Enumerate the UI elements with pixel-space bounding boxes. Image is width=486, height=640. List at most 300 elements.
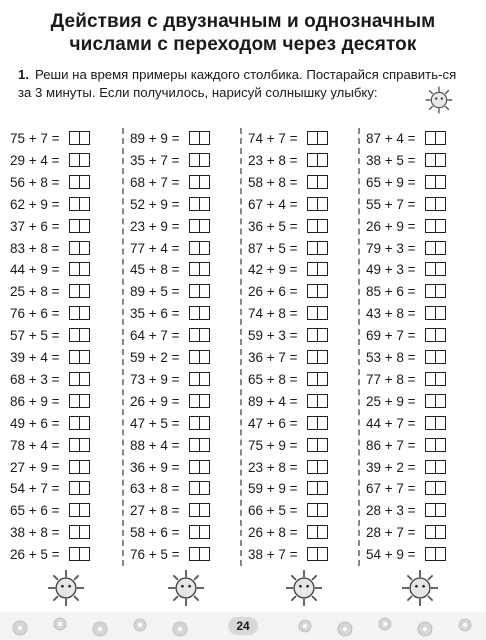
example-expression: 58 + 8 = [248,174,298,190]
answer-box[interactable] [425,262,446,276]
answer-cell[interactable] [79,329,89,341]
example-expression: 26 + 6 = [248,283,298,299]
answer-cell[interactable] [199,526,209,538]
answer-box[interactable] [189,219,210,233]
answer-cell[interactable] [308,132,317,144]
answer-cell[interactable] [79,461,89,473]
answer-cell[interactable] [199,176,209,188]
example-row [248,522,328,542]
answer-cell[interactable] [435,198,445,210]
answer-cell[interactable] [308,329,317,341]
answer-box[interactable] [69,197,90,211]
answer-cell[interactable] [190,482,199,494]
answer-cell[interactable] [435,504,445,516]
answer-box[interactable] [69,394,90,408]
answer-cell[interactable] [70,220,79,232]
answer-cell[interactable] [190,504,199,516]
answer-cell[interactable] [308,482,317,494]
answer-cell[interactable] [70,307,79,319]
answer-cell[interactable] [79,220,89,232]
answer-cell[interactable] [317,417,327,429]
answer-cell[interactable] [317,307,327,319]
answer-cell[interactable] [317,395,327,407]
answer-cell[interactable] [79,373,89,385]
answer-cell[interactable] [308,504,317,516]
task-text: Реши на время примеры каждого столбика. Постарайся справить-ся за 3 минуты. Если получилось, нарисуй солнышку улыбку: [18,67,457,100]
answer-cell[interactable] [317,263,327,275]
answer-box[interactable] [307,197,328,211]
answer-box[interactable] [425,241,446,255]
task-number: 1. [18,67,29,82]
answer-box[interactable] [189,416,210,430]
answer-cell[interactable] [199,351,209,363]
answer-cell[interactable] [190,548,199,560]
answer-box[interactable] [307,328,328,342]
answer-box[interactable] [189,241,210,255]
answer-cell[interactable] [79,154,89,166]
answer-cell[interactable] [70,504,79,516]
answer-box[interactable] [307,372,328,386]
answer-cell[interactable] [317,154,327,166]
answer-cell[interactable] [426,526,435,538]
answer-box[interactable] [307,394,328,408]
example-expression: 26 + 8 = [248,524,298,540]
answer-cell[interactable] [199,439,209,451]
answer-box[interactable] [69,306,90,320]
answer-cell[interactable] [70,461,79,473]
answer-box[interactable] [425,284,446,298]
answer-cell[interactable] [70,351,79,363]
example-row [248,281,328,301]
answer-box[interactable] [307,481,328,495]
answer-box[interactable] [69,438,90,452]
answer-cell[interactable] [190,285,199,297]
answer-box[interactable] [189,525,210,539]
example-expression: 23 + 8 = [248,152,298,168]
answer-cell[interactable] [426,461,435,473]
answer-cell[interactable] [79,242,89,254]
answer-cell[interactable] [79,504,89,516]
answer-box[interactable] [69,284,90,298]
answer-cell[interactable] [426,351,435,363]
answer-cell[interactable] [435,439,445,451]
answer-box[interactable] [307,262,328,276]
answer-cell[interactable] [199,132,209,144]
answer-cell[interactable] [190,526,199,538]
example-expression: 53 + 8 = [366,349,416,365]
answer-cell[interactable] [426,548,435,560]
answer-box[interactable] [425,503,446,517]
answer-box[interactable] [425,460,446,474]
answer-cell[interactable] [317,461,327,473]
answer-cell[interactable] [308,373,317,385]
answer-cell[interactable] [70,285,79,297]
answer-cell[interactable] [79,307,89,319]
answer-cell[interactable] [70,242,79,254]
answer-cell[interactable] [308,263,317,275]
answer-box[interactable] [189,328,210,342]
answer-cell[interactable] [199,461,209,473]
answer-cell[interactable] [426,395,435,407]
answer-box[interactable] [307,175,328,189]
answer-cell[interactable] [199,482,209,494]
answer-cell[interactable] [70,439,79,451]
answer-box[interactable] [69,416,90,430]
answer-cell[interactable] [190,220,199,232]
answer-cell[interactable] [190,176,199,188]
example-expression: 54 + 7 = [10,480,60,496]
answer-box[interactable] [307,131,328,145]
answer-box[interactable] [425,394,446,408]
answer-box[interactable] [425,547,446,561]
answer-box[interactable] [307,306,328,320]
answer-box[interactable] [307,460,328,474]
answer-cell[interactable] [435,176,445,188]
example-expression: 75 + 9 = [248,437,298,453]
answer-box[interactable] [69,372,90,386]
answer-cell[interactable] [79,198,89,210]
answer-box[interactable] [425,372,446,386]
answer-cell[interactable] [199,198,209,210]
answer-cell[interactable] [435,482,445,494]
answer-cell[interactable] [435,132,445,144]
example-row [130,522,210,542]
answer-box[interactable] [307,241,328,255]
example-expression: 26 + 5 = [10,546,60,562]
answer-cell[interactable] [190,417,199,429]
answer-cell[interactable] [426,417,435,429]
answer-cell[interactable] [308,351,317,363]
answer-box[interactable] [425,525,446,539]
example-expression: 44 + 9 = [10,261,60,277]
answer-box[interactable] [69,262,90,276]
answer-box[interactable] [69,350,90,364]
answer-cell[interactable] [435,395,445,407]
answer-cell[interactable] [317,548,327,560]
answer-box[interactable] [189,175,210,189]
answer-box[interactable] [189,262,210,276]
answer-cell[interactable] [317,329,327,341]
answer-cell[interactable] [308,220,317,232]
example-row [10,128,90,148]
answer-cell[interactable] [308,242,317,254]
answer-cell[interactable] [426,154,435,166]
answer-cell[interactable] [308,395,317,407]
answer-cell[interactable] [199,242,209,254]
answer-cell[interactable] [190,198,199,210]
example-expression: 85 + 6 = [366,283,416,299]
answer-box[interactable] [69,460,90,474]
answer-cell[interactable] [435,417,445,429]
example-expression: 52 + 9 = [130,196,180,212]
answer-box[interactable] [425,306,446,320]
example-row [366,413,446,433]
answer-cell[interactable] [190,242,199,254]
answer-cell[interactable] [190,439,199,451]
answer-box[interactable] [189,131,210,145]
answer-cell[interactable] [70,417,79,429]
answer-box[interactable] [307,416,328,430]
answer-box[interactable] [189,153,210,167]
answer-cell[interactable] [190,351,199,363]
answer-box[interactable] [69,241,90,255]
answer-cell[interactable] [79,132,89,144]
answer-cell[interactable] [317,351,327,363]
example-row [366,150,446,170]
answer-cell[interactable] [199,307,209,319]
answer-cell[interactable] [79,439,89,451]
answer-cell[interactable] [79,351,89,363]
answer-box[interactable] [307,547,328,561]
example-row [366,259,446,279]
answer-box[interactable] [189,438,210,452]
answer-cell[interactable] [426,263,435,275]
answer-cell[interactable] [190,461,199,473]
example-expression: 65 + 8 = [248,371,298,387]
column-separator [358,128,360,566]
answer-box[interactable] [425,481,446,495]
answer-cell[interactable] [426,439,435,451]
answer-box[interactable] [307,438,328,452]
example-expression: 35 + 6 = [130,305,180,321]
answer-box[interactable] [425,416,446,430]
answer-cell[interactable] [70,329,79,341]
answer-box[interactable] [69,131,90,145]
answer-cell[interactable] [199,285,209,297]
example-expression: 77 + 8 = [366,371,416,387]
answer-cell[interactable] [70,526,79,538]
answer-box[interactable] [69,153,90,167]
answer-box[interactable] [425,153,446,167]
answer-cell[interactable] [308,176,317,188]
answer-cell[interactable] [317,526,327,538]
answer-cell[interactable] [435,526,445,538]
answer-box[interactable] [189,481,210,495]
page-number: 24 [228,617,258,635]
sun-icon [286,570,322,606]
answer-cell[interactable] [79,395,89,407]
answer-cell[interactable] [426,176,435,188]
example-expression: 73 + 9 = [130,371,180,387]
answer-cell[interactable] [308,548,317,560]
answer-cell[interactable] [317,132,327,144]
example-expression: 86 + 7 = [366,437,416,453]
answer-cell[interactable] [190,132,199,144]
answer-cell[interactable] [79,526,89,538]
examples-columns [10,128,476,568]
example-row [366,303,446,323]
answer-cell[interactable] [435,461,445,473]
example-row [248,238,328,258]
answer-box[interactable] [189,394,210,408]
answer-box[interactable] [425,219,446,233]
answer-box[interactable] [425,328,446,342]
answer-cell[interactable] [70,482,79,494]
example-row [130,150,210,170]
answer-cell[interactable] [79,263,89,275]
answer-cell[interactable] [426,329,435,341]
answer-box[interactable] [189,372,210,386]
example-expression: 66 + 5 = [248,502,298,518]
answer-cell[interactable] [435,307,445,319]
answer-cell[interactable] [308,439,317,451]
answer-cell[interactable] [426,242,435,254]
answer-cell[interactable] [190,373,199,385]
answer-cell[interactable] [435,154,445,166]
sun-icon [48,570,84,606]
answer-cell[interactable] [308,461,317,473]
answer-cell[interactable] [70,263,79,275]
answer-cell[interactable] [426,504,435,516]
answer-cell[interactable] [317,285,327,297]
answer-box[interactable] [425,175,446,189]
examples-column [366,128,482,568]
answer-cell[interactable] [308,307,317,319]
answer-box[interactable] [307,350,328,364]
answer-cell[interactable] [435,373,445,385]
answer-box[interactable] [69,175,90,189]
example-expression: 68 + 3 = [10,371,60,387]
answer-cell[interactable] [435,242,445,254]
answer-box[interactable] [189,197,210,211]
example-expression: 36 + 5 = [248,218,298,234]
example-row [248,325,328,345]
answer-cell[interactable] [70,154,79,166]
answer-cell[interactable] [426,198,435,210]
answer-cell[interactable] [426,307,435,319]
answer-cell[interactable] [199,417,209,429]
answer-box[interactable] [69,547,90,561]
answer-cell[interactable] [199,373,209,385]
answer-cell[interactable] [79,176,89,188]
answer-cell[interactable] [308,285,317,297]
answer-box[interactable] [307,153,328,167]
answer-cell[interactable] [435,220,445,232]
example-expression: 77 + 4 = [130,240,180,256]
example-row [130,391,210,411]
answer-cell[interactable] [435,263,445,275]
answer-cell[interactable] [190,395,199,407]
answer-cell[interactable] [317,176,327,188]
answer-box[interactable] [69,481,90,495]
answer-cell[interactable] [199,504,209,516]
answer-cell[interactable] [190,263,199,275]
answer-cell[interactable] [435,548,445,560]
answer-box[interactable] [189,503,210,517]
answer-cell[interactable] [308,154,317,166]
answer-cell[interactable] [70,132,79,144]
answer-cell[interactable] [317,242,327,254]
answer-cell[interactable] [426,482,435,494]
answer-box[interactable] [307,219,328,233]
answer-box[interactable] [189,306,210,320]
answer-box[interactable] [69,219,90,233]
answer-cell[interactable] [199,220,209,232]
example-row [130,457,210,477]
example-expression: 55 + 7 = [366,196,416,212]
answer-box[interactable] [189,460,210,474]
example-expression: 23 + 8 = [248,459,298,475]
answer-box[interactable] [189,284,210,298]
answer-box[interactable] [189,350,210,364]
answer-cell[interactable] [317,482,327,494]
answer-box[interactable] [307,284,328,298]
example-expression: 88 + 4 = [130,437,180,453]
answer-cell[interactable] [317,220,327,232]
example-expression: 49 + 6 = [10,415,60,431]
answer-cell[interactable] [199,548,209,560]
answer-cell[interactable] [426,132,435,144]
example-expression: 83 + 8 = [10,240,60,256]
answer-box[interactable] [69,328,90,342]
answer-cell[interactable] [79,548,89,560]
answer-cell[interactable] [426,220,435,232]
answer-cell[interactable] [317,373,327,385]
example-expression: 56 + 8 = [10,174,60,190]
answer-cell[interactable] [317,504,327,516]
answer-cell[interactable] [435,351,445,363]
example-row [10,391,90,411]
answer-cell[interactable] [308,198,317,210]
answer-box[interactable] [69,525,90,539]
answer-box[interactable] [307,503,328,517]
example-row [248,457,328,477]
answer-cell[interactable] [190,307,199,319]
answer-cell[interactable] [317,439,327,451]
answer-box[interactable] [425,350,446,364]
answer-cell[interactable] [70,176,79,188]
answer-box[interactable] [69,503,90,517]
answer-box[interactable] [425,131,446,145]
example-row [130,435,210,455]
example-row [248,259,328,279]
answer-cell[interactable] [190,154,199,166]
answer-cell[interactable] [426,373,435,385]
answer-cell[interactable] [70,395,79,407]
answer-cell[interactable] [79,285,89,297]
answer-cell[interactable] [79,417,89,429]
example-row [366,325,446,345]
answer-cell[interactable] [426,285,435,297]
answer-cell[interactable] [199,263,209,275]
example-expression: 25 + 8 = [10,283,60,299]
answer-cell[interactable] [70,373,79,385]
example-expression: 69 + 7 = [366,327,416,343]
answer-box[interactable] [425,197,446,211]
answer-box[interactable] [189,547,210,561]
example-expression: 28 + 7 = [366,524,416,540]
answer-cell[interactable] [70,198,79,210]
example-expression: 27 + 8 = [130,502,180,518]
answer-cell[interactable] [435,329,445,341]
answer-cell[interactable] [199,154,209,166]
answer-cell[interactable] [199,395,209,407]
answer-box[interactable] [425,438,446,452]
answer-cell[interactable] [199,329,209,341]
answer-cell[interactable] [308,417,317,429]
example-row [130,369,210,389]
answer-cell[interactable] [308,526,317,538]
answer-box[interactable] [307,525,328,539]
answer-cell[interactable] [317,198,327,210]
answer-cell[interactable] [70,548,79,560]
answer-cell[interactable] [435,285,445,297]
example-row [10,150,90,170]
answer-cell[interactable] [190,329,199,341]
sun-icon [168,570,204,606]
answer-cell[interactable] [79,482,89,494]
example-expression: 67 + 4 = [248,196,298,212]
